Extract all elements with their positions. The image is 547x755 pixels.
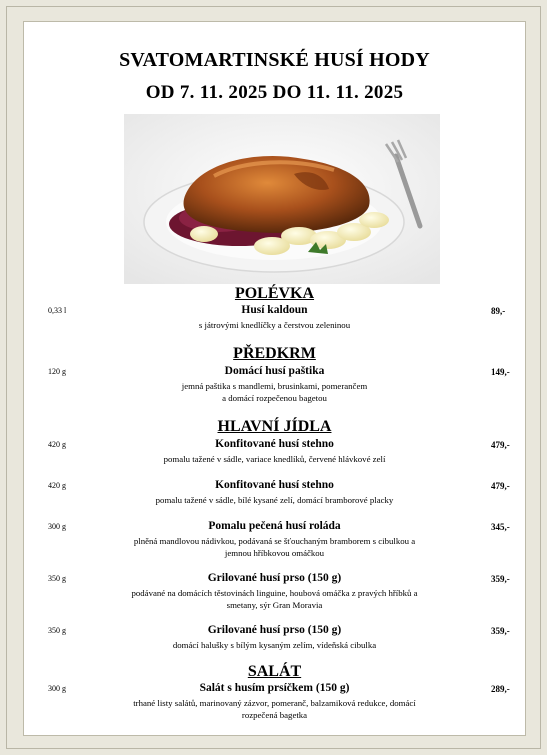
item-description-line: smetany, sýr Gran Moravia — [226, 600, 323, 610]
item-name: Salát s husím prsíčkem (150 g) — [199, 682, 350, 694]
item-description-line: jemnou hříbkovou omáčkou — [224, 548, 325, 558]
item-description: s játrovými knedlíčky a čerstvou zeleninou — [198, 320, 351, 330]
menu-item — [24, 437, 525, 465]
item-quantity: 350 g — [48, 574, 66, 583]
item-name: Husí kaldoun — [241, 304, 308, 316]
item-quantity: 0,33 l — [48, 306, 67, 315]
menu-item — [24, 571, 525, 611]
item-description-line: rozpečená bagetka — [241, 710, 308, 720]
menu-card — [23, 21, 526, 736]
item-price: 479,- — [491, 481, 510, 491]
item-price: 149,- — [491, 367, 510, 377]
item-quantity: 420 g — [48, 440, 66, 449]
menu-item — [24, 478, 525, 506]
item-description-line: jemná paštika s mandlemi, brusinkami, pomerančem — [181, 381, 368, 391]
menu-date-range: OD 7. 11. 2025 DO 11. 11. 2025 — [145, 82, 404, 103]
item-description-line: a domácí rozpečenou bagetou — [222, 393, 327, 403]
item-description — [24, 587, 525, 611]
section-heading-soup: POLÉVKA — [234, 285, 315, 302]
item-description-line: plněná mandlovou nádivkou, podávaná se šťouchaným bramborem s cibulkou a — [133, 536, 416, 546]
menu-title: SVATOMARTINSKÉ HUSÍ HODY — [119, 49, 430, 71]
item-description: domácí halušky s bílým kysaným zelím, vídeňská cibulka — [172, 640, 377, 650]
menu-item — [24, 519, 525, 559]
item-quantity: 120 g — [48, 367, 66, 376]
section-heading-mains: HLAVNÍ JÍDLA — [217, 418, 332, 435]
item-name: Konfitované husí stehno — [215, 479, 334, 491]
item-name: Grilované husí prso (150 g) — [207, 572, 342, 584]
item-quantity: 420 g — [48, 481, 66, 490]
item-quantity: 300 g — [48, 684, 66, 693]
roast-goose-photo — [124, 114, 440, 284]
item-name: Pomalu pečená husí roláda — [208, 520, 341, 532]
menu-item — [24, 623, 525, 651]
item-name: Konfitované husí stehno — [215, 438, 334, 450]
section-heading-salad: SALÁT — [247, 663, 302, 680]
item-description-line: podávané na domácích těstovinách linguine, houbová omáčka z pravých hříbků a — [131, 588, 418, 598]
item-description — [24, 535, 525, 559]
item-description — [24, 697, 525, 721]
item-price: 359,- — [491, 626, 510, 636]
menu-item — [24, 303, 525, 331]
menu-item — [24, 364, 525, 404]
item-name: Grilované husí prso (150 g) — [207, 624, 342, 636]
item-description: pomalu tažené v sádle, bílé kysané zelí, domácí bramborové placky — [155, 495, 394, 505]
item-name: Domácí husí paštika — [224, 365, 325, 377]
item-description — [24, 380, 525, 404]
page-frame — [6, 6, 541, 749]
item-price: 359,- — [491, 574, 510, 584]
item-description-line: trhané listy salátů, marinovaný zázvor, pomeranč, balzamiková redukce, domácí — [133, 698, 416, 708]
item-price: 89,- — [491, 306, 506, 316]
item-description: pomalu tažené v sádle, variace knedlíků, červené hlávkové zelí — [163, 454, 386, 464]
section-heading-starter: PŘEDKRM — [233, 345, 316, 362]
item-price: 479,- — [491, 440, 510, 450]
item-price: 289,- — [491, 684, 510, 694]
menu-item — [24, 681, 525, 721]
item-quantity: 300 g — [48, 522, 66, 531]
item-price: 345,- — [491, 522, 510, 532]
item-quantity: 350 g — [48, 626, 66, 635]
